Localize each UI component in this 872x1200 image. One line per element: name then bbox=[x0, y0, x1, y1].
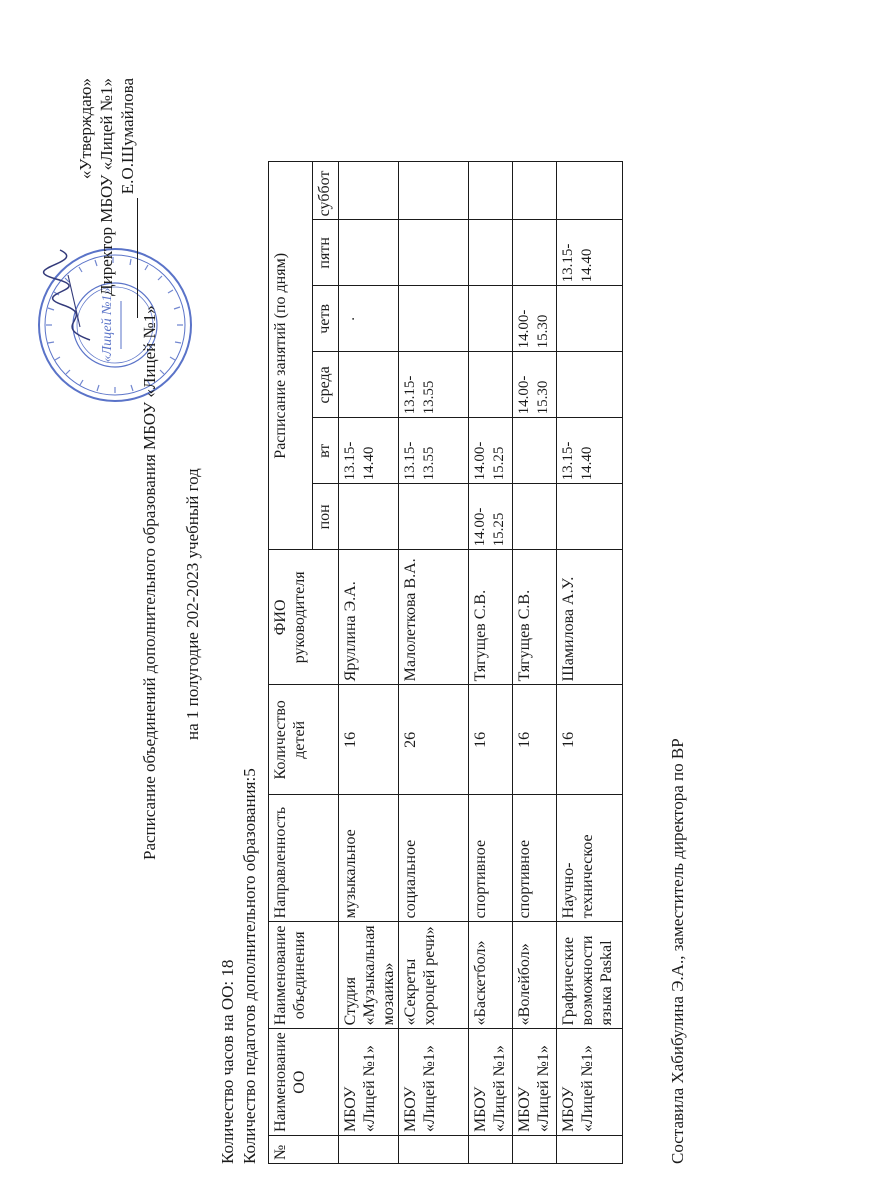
approval-line-1: «Утверждаю» bbox=[76, 78, 95, 180]
cell-leader: Тягущев С.В. bbox=[513, 550, 557, 685]
table-row bbox=[469, 162, 513, 1164]
table-row bbox=[513, 162, 557, 1164]
cell-tue: 13.15-13.55 bbox=[399, 418, 469, 484]
cell-wed bbox=[557, 352, 623, 418]
cell-fri bbox=[339, 220, 399, 286]
cell-wed: 14.00-15.30 bbox=[513, 352, 557, 418]
cell-tue: 13.15-14.40 bbox=[339, 418, 399, 484]
day-mon: пон bbox=[313, 484, 339, 550]
day-tue: вт bbox=[313, 418, 339, 484]
cell-direction: музыкальное bbox=[339, 795, 399, 922]
cell-sat bbox=[399, 162, 469, 220]
cell-tue: 14.00-15.25 bbox=[469, 418, 513, 484]
cell-children: 16 bbox=[339, 685, 399, 795]
day-thu: четв bbox=[313, 286, 339, 352]
day-wed: среда bbox=[313, 352, 339, 418]
header-org: Наименование ОО bbox=[269, 1029, 339, 1136]
cell-leader: Тягущев С.В. bbox=[469, 550, 513, 685]
cell-num bbox=[513, 1136, 557, 1164]
approval-block bbox=[75, 78, 138, 418]
cell-mon bbox=[557, 484, 623, 550]
day-sat: суббот bbox=[313, 162, 339, 220]
cell-thu: 14.00-15.30 bbox=[513, 286, 557, 352]
cell-org: МБОУ «Лицей №1» bbox=[339, 1029, 399, 1136]
header-leader: ФИО руководителя bbox=[269, 550, 339, 685]
cell-sat bbox=[557, 162, 623, 220]
approval-line-2: Директор МБОУ «Лицей №1» bbox=[97, 78, 116, 296]
cell-fri bbox=[513, 220, 557, 286]
cell-direction: спортивное bbox=[513, 795, 557, 922]
cell-children: 16 bbox=[469, 685, 513, 795]
table-row bbox=[339, 162, 399, 1164]
approval-signature-line bbox=[117, 78, 138, 418]
cell-sat bbox=[339, 162, 399, 220]
header-direction: Направленность bbox=[269, 795, 339, 922]
cell-sat bbox=[469, 162, 513, 220]
cell-direction: социальное bbox=[399, 795, 469, 922]
cell-org: МБОУ «Лицей №1» bbox=[469, 1029, 513, 1136]
cell-direction: Научно-техническое bbox=[557, 795, 623, 922]
cell-children: 26 bbox=[399, 685, 469, 795]
cell-thu bbox=[399, 286, 469, 352]
schedule-table bbox=[268, 161, 623, 1164]
stamp-center-text: «Лицей №1» bbox=[100, 287, 115, 363]
cell-children: 16 bbox=[513, 685, 557, 795]
cell-sat bbox=[513, 162, 557, 220]
cell-association: Студия «Музыкальная мозаика» bbox=[339, 922, 399, 1029]
cell-tue bbox=[513, 418, 557, 484]
header-children: Количество детей bbox=[269, 685, 339, 795]
cell-leader: Шамилова А.У. bbox=[557, 550, 623, 685]
cell-org: МБОУ «Лицей №1» bbox=[513, 1029, 557, 1136]
signature-underline bbox=[137, 198, 138, 318]
cell-association: Графические возможности языка Paskal bbox=[557, 922, 623, 1029]
hours-info: Количество часов на ОО: 18 bbox=[218, 959, 237, 1164]
table-header-row bbox=[269, 162, 313, 1164]
document-title: Расписание объединений дополнительного образования МБОУ «Лицей №1» bbox=[140, 305, 159, 860]
teachers-info: Количество педагогов дополнительного образования:5 bbox=[240, 768, 259, 1164]
cell-leader: Яруллина Э.А. bbox=[339, 550, 399, 685]
cell-thu bbox=[557, 286, 623, 352]
table-row bbox=[399, 162, 469, 1164]
cell-association: «Волейбол» bbox=[513, 922, 557, 1029]
document-subtitle: на 1 полугодие 202-2023 учебный год bbox=[183, 468, 202, 740]
header-schedule: Расписание занятий (по дням) bbox=[269, 162, 313, 550]
cell-wed bbox=[469, 352, 513, 418]
cell-fri: 13.15-14.40 bbox=[557, 220, 623, 286]
approval-signatory: Е.О.Шумайлова bbox=[118, 78, 137, 195]
cell-mon bbox=[339, 484, 399, 550]
cell-mon: 14.00-15.25 bbox=[469, 484, 513, 550]
header-num: № bbox=[269, 1136, 339, 1164]
cell-num bbox=[557, 1136, 623, 1164]
cell-mon bbox=[513, 484, 557, 550]
cell-tue: 13.15-14.40 bbox=[557, 418, 623, 484]
cell-org: МБОУ «Лицей №1» bbox=[557, 1029, 623, 1136]
cell-association: «Баскетбол» bbox=[469, 922, 513, 1029]
cell-wed: 13.15-13.55 bbox=[399, 352, 469, 418]
cell-wed bbox=[339, 352, 399, 418]
table-row bbox=[557, 162, 623, 1164]
cell-children: 16 bbox=[557, 685, 623, 795]
cell-leader: Малолеткова В.А. bbox=[399, 550, 469, 685]
cell-association: «Секреты хороцей речи» bbox=[399, 922, 469, 1029]
header-association: Наименование объединения bbox=[269, 922, 339, 1029]
cell-num bbox=[399, 1136, 469, 1164]
cell-fri bbox=[469, 220, 513, 286]
cell-direction: спортивное bbox=[469, 795, 513, 922]
cell-mon bbox=[399, 484, 469, 550]
day-fri: пятн bbox=[313, 220, 339, 286]
cell-fri bbox=[399, 220, 469, 286]
cell-thu bbox=[469, 286, 513, 352]
footer-compiled-by: Составила Хабибулина Э.А., заместитель директора по ВР bbox=[668, 738, 687, 1164]
cell-thu: . bbox=[339, 286, 399, 352]
cell-num bbox=[339, 1136, 399, 1164]
cell-num bbox=[469, 1136, 513, 1164]
cell-org: МБОУ «Лицей №1» bbox=[399, 1029, 469, 1136]
